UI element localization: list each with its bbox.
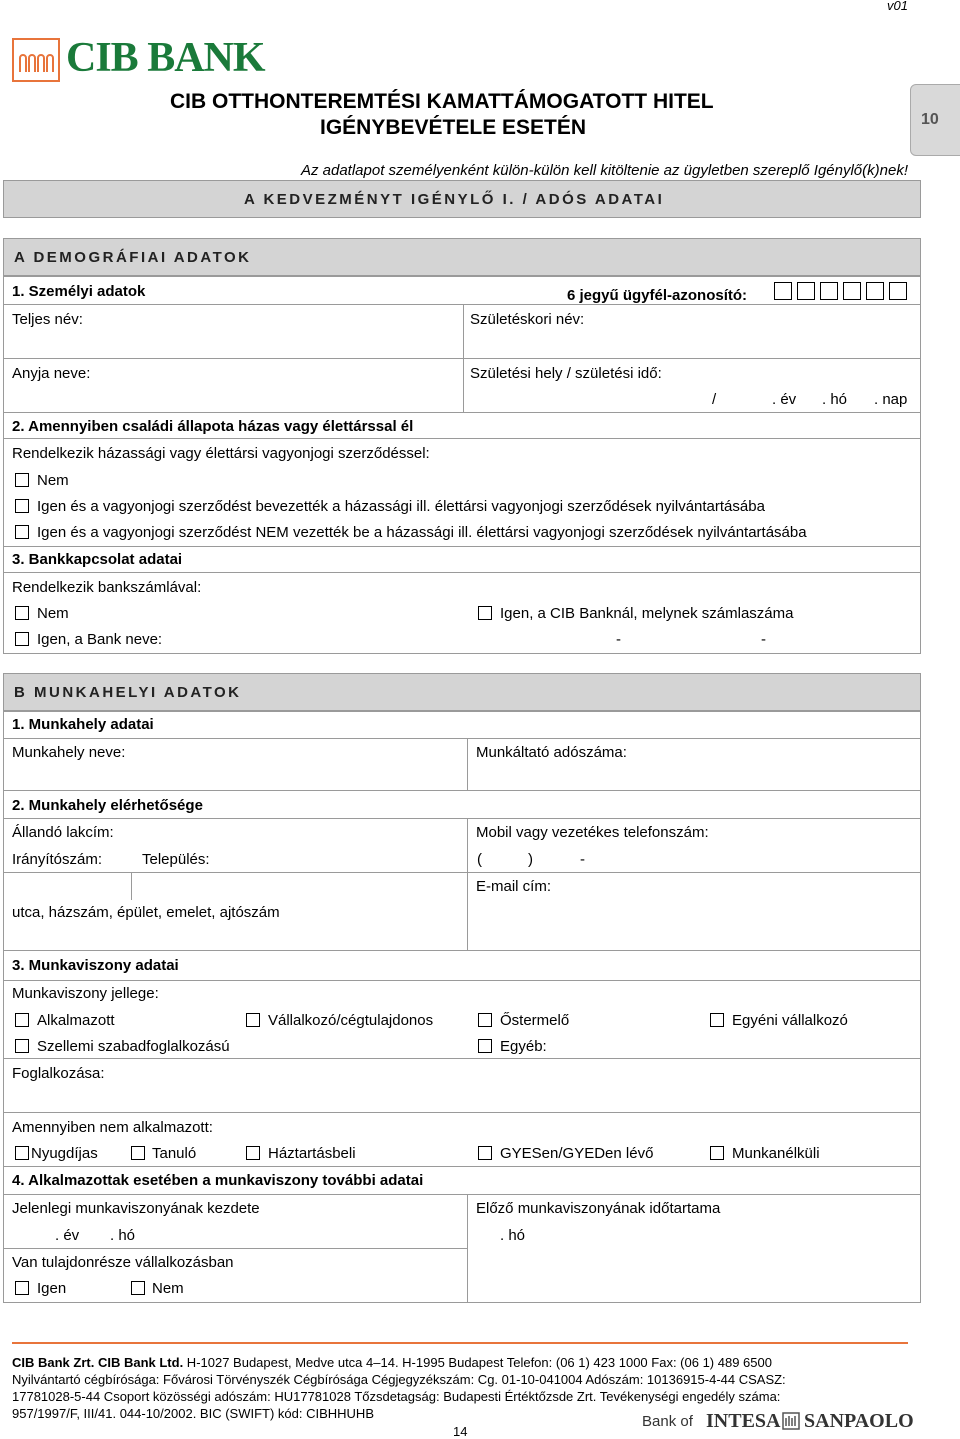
- emp-other-label: Egyéb:: [500, 1038, 547, 1055]
- intesa-logo: INTESA: [706, 1410, 781, 1432]
- marital-title: 2. Amennyiben családi állapota házas vagy élettárssal él: [12, 418, 414, 435]
- account-other-checkbox[interactable]: [15, 632, 29, 646]
- city-label: Település:: [142, 851, 210, 868]
- page-tab-number: 10: [921, 111, 939, 128]
- ne-unemployed-checkbox[interactable]: [710, 1146, 724, 1160]
- workplace-name-label: Munkahely neve:: [12, 744, 126, 761]
- account-no-checkbox[interactable]: [15, 606, 29, 620]
- contract-no-checkbox[interactable]: [15, 473, 29, 487]
- emp-sole-checkbox[interactable]: [710, 1013, 724, 1027]
- occupation-label: Foglalkozása:: [12, 1065, 105, 1082]
- emp-employee-checkbox[interactable]: [15, 1013, 29, 1027]
- footer-company: CIB Bank Zrt. CIB Bank Ltd.: [12, 1355, 184, 1370]
- bank-name: CIB BANK: [66, 35, 265, 81]
- own-yes-label: Igen: [37, 1280, 67, 1297]
- emp-other-checkbox[interactable]: [478, 1039, 492, 1053]
- instruction-text: Az adatlapot személyenként külön-külön kell kitöltenie az ügyletben szereplő Igénylő(k)nek!: [300, 162, 908, 179]
- previous-duration-label: Előző munkaviszonyának időtartama: [476, 1200, 721, 1217]
- client-id-label: 6 jegyű ügyfél-azonosító:: [567, 287, 748, 304]
- workplace-title: 1. Munkahely adatai: [12, 716, 154, 733]
- sanpaolo-logo: SANPAOLO: [804, 1410, 914, 1432]
- intesa-sanpaolo-mark-icon: [782, 1412, 800, 1430]
- ne-gyes-label: GYESen/GYEDen lévő: [500, 1145, 654, 1162]
- birth-slash: /: [712, 391, 717, 408]
- ne-student-label: Tanuló: [152, 1145, 197, 1162]
- contract-no-label: Nem: [37, 472, 69, 489]
- birth-day-label: . nap: [874, 391, 908, 408]
- previous-duration-month: . hó: [500, 1227, 526, 1244]
- section-b-header: [3, 673, 921, 711]
- phone-open-paren: (: [477, 851, 482, 868]
- employer-tax-label: Munkáltató adószáma:: [476, 744, 627, 761]
- contract-question: Rendelkezik házassági vagy élettársi vagyonjogi szerződéssel:: [12, 445, 430, 462]
- current-start-label: Jelenlegi munkaviszonyának kezdete: [12, 1200, 260, 1217]
- bank-of-label: Bank of: [642, 1413, 693, 1430]
- section-b-title: B MUNKAHELYI ADATOK: [14, 684, 242, 701]
- page-number: 14: [453, 1424, 468, 1439]
- emp-entrepreneur-checkbox[interactable]: [246, 1013, 260, 1027]
- page-tab: [910, 84, 960, 156]
- employee-details-title: 4. Alkalmazottak esetében a munkaviszony további adatai: [12, 1172, 424, 1189]
- account-other-label: Igen, a Bank neve:: [37, 631, 163, 648]
- footer-line1: [12, 1355, 772, 1370]
- account-cib-checkbox[interactable]: [478, 606, 492, 620]
- street-label: utca, házszám, épület, emelet, ajtószám: [12, 904, 280, 921]
- cib-logo: [12, 38, 60, 82]
- current-start-year: . év: [55, 1227, 80, 1244]
- footer-address: H-1027 Budapest, Medve utca 4–14. H-1995 Budapest Telefon: (06 1) 423 1000 Fax: (06 1) 489 6500: [183, 1355, 772, 1370]
- title-line2: IGÉNYBEVÉTELE ESETÉN: [320, 116, 587, 139]
- footer-line4: 957/1997/F, III/41. 044-10/2002. BIC (SWIFT) kód: CIBHHUHB: [12, 1406, 374, 1421]
- emp-employee-label: Alkalmazott: [37, 1012, 115, 1029]
- version-label: v01: [887, 0, 908, 13]
- birth-year-label: . év: [772, 391, 797, 408]
- emp-farmer-checkbox[interactable]: [478, 1013, 492, 1027]
- emp-entrepreneur-label: Vállalkozó/cégtulajdonos: [268, 1012, 434, 1029]
- mother-name-label: Anyja neve:: [12, 365, 91, 382]
- emp-sole-label: Egyéni vállalkozó: [732, 1012, 848, 1029]
- bank-relation-title: 3. Bankkapcsolat adatai: [12, 551, 183, 568]
- account-dash-1: -: [616, 631, 621, 648]
- own-yes-checkbox[interactable]: [15, 1281, 29, 1295]
- employment-title: 3. Munkaviszony adatai: [12, 957, 179, 974]
- emp-freelancer-label: Szellemi szabadfoglalkozású: [37, 1038, 230, 1055]
- ne-gyes-checkbox[interactable]: [478, 1146, 492, 1160]
- account-cib-label: Igen, a CIB Banknál, melynek számlaszáma: [500, 605, 794, 622]
- emp-freelancer-checkbox[interactable]: [15, 1039, 29, 1053]
- section-a-title: A DEMOGRÁFIAI ADATOK: [14, 249, 252, 266]
- client-id-boxes[interactable]: [774, 282, 910, 300]
- ne-household-label: Háztartásbeli: [268, 1145, 356, 1162]
- phone-dash: -: [580, 851, 585, 868]
- section-a-header: [3, 238, 921, 276]
- birth-name-label: Születéskori név:: [470, 311, 585, 328]
- birth-month-label: . hó: [822, 391, 848, 408]
- personal-data-title: 1. Személyi adatok: [12, 283, 146, 300]
- current-start-month: . hó: [110, 1227, 136, 1244]
- account-question: Rendelkezik bankszámlával:: [12, 579, 202, 596]
- email-label: E-mail cím:: [476, 878, 551, 895]
- ne-pensioner-label: Nyugdíjas: [31, 1145, 98, 1162]
- zip-label: Irányítószám:: [12, 851, 103, 868]
- footer-line3: 17781028-5-44 Csoport közösségi adószám: HU17781028 Tőzsdetagság: Budapesti Értéktőzsde Zrt. Tevékenységi engedély száma:: [12, 1389, 781, 1404]
- section-a-frame: [3, 276, 921, 654]
- contract-yes-registered-label: Igen és a vagyonjogi szerződést bevezették a házassági ill. élettársi vagyonjogi szerződések nyilvántartásába: [37, 498, 765, 515]
- main-header-title: A KEDVEZMÉNYT IGÉNYLŐ I. / ADÓS ADATAI: [244, 191, 665, 208]
- ne-household-checkbox[interactable]: [246, 1146, 260, 1160]
- footer-divider: [12, 1342, 908, 1344]
- main-header: [3, 180, 921, 218]
- ne-student-checkbox[interactable]: [131, 1146, 145, 1160]
- birth-place-date-label: Születési hely / születési idő:: [470, 365, 662, 382]
- account-dash-2: -: [761, 631, 766, 648]
- ownership-label: Van tulajdonrésze vállalkozásban: [12, 1254, 234, 1271]
- emp-farmer-label: Őstermelő: [500, 1012, 570, 1029]
- title-line1: CIB OTTHONTEREMTÉSI KAMATTÁMOGATOTT HITEL: [170, 90, 714, 113]
- ne-pensioner-checkbox[interactable]: [15, 1146, 29, 1160]
- contract-yes-registered-checkbox[interactable]: [15, 499, 29, 513]
- ne-unemployed-label: Munkanélküli: [732, 1145, 820, 1162]
- account-no-label: Nem: [37, 605, 69, 622]
- footer-line2: Nyilvántartó cégbírósága: Fővárosi Törvényszék Cégbírósága Cégjegyzékszám: Cg. 01-10-041004 Adószám: 10136915-4-44 CSASZ:: [12, 1372, 786, 1387]
- phone-close-paren: ): [528, 851, 533, 868]
- address-label: Állandó lakcím:: [12, 824, 114, 841]
- not-employed-label: Amennyiben nem alkalmazott:: [12, 1119, 213, 1136]
- full-name-label: Teljes név:: [12, 311, 83, 328]
- contract-yes-not-registered-label: Igen és a vagyonjogi szerződést NEM vezették be a házassági ill. élettársi vagyonjogi szerződések nyilvántartásába: [37, 524, 807, 541]
- phone-label: Mobil vagy vezetékes telefonszám:: [476, 824, 709, 841]
- contract-yes-not-registered-checkbox[interactable]: [15, 525, 29, 539]
- employment-type-label: Munkaviszony jellege:: [12, 985, 159, 1002]
- own-no-label: Nem: [152, 1280, 184, 1297]
- own-no-checkbox[interactable]: [131, 1281, 145, 1295]
- workplace-contact-title: 2. Munkahely elérhetősége: [12, 797, 203, 814]
